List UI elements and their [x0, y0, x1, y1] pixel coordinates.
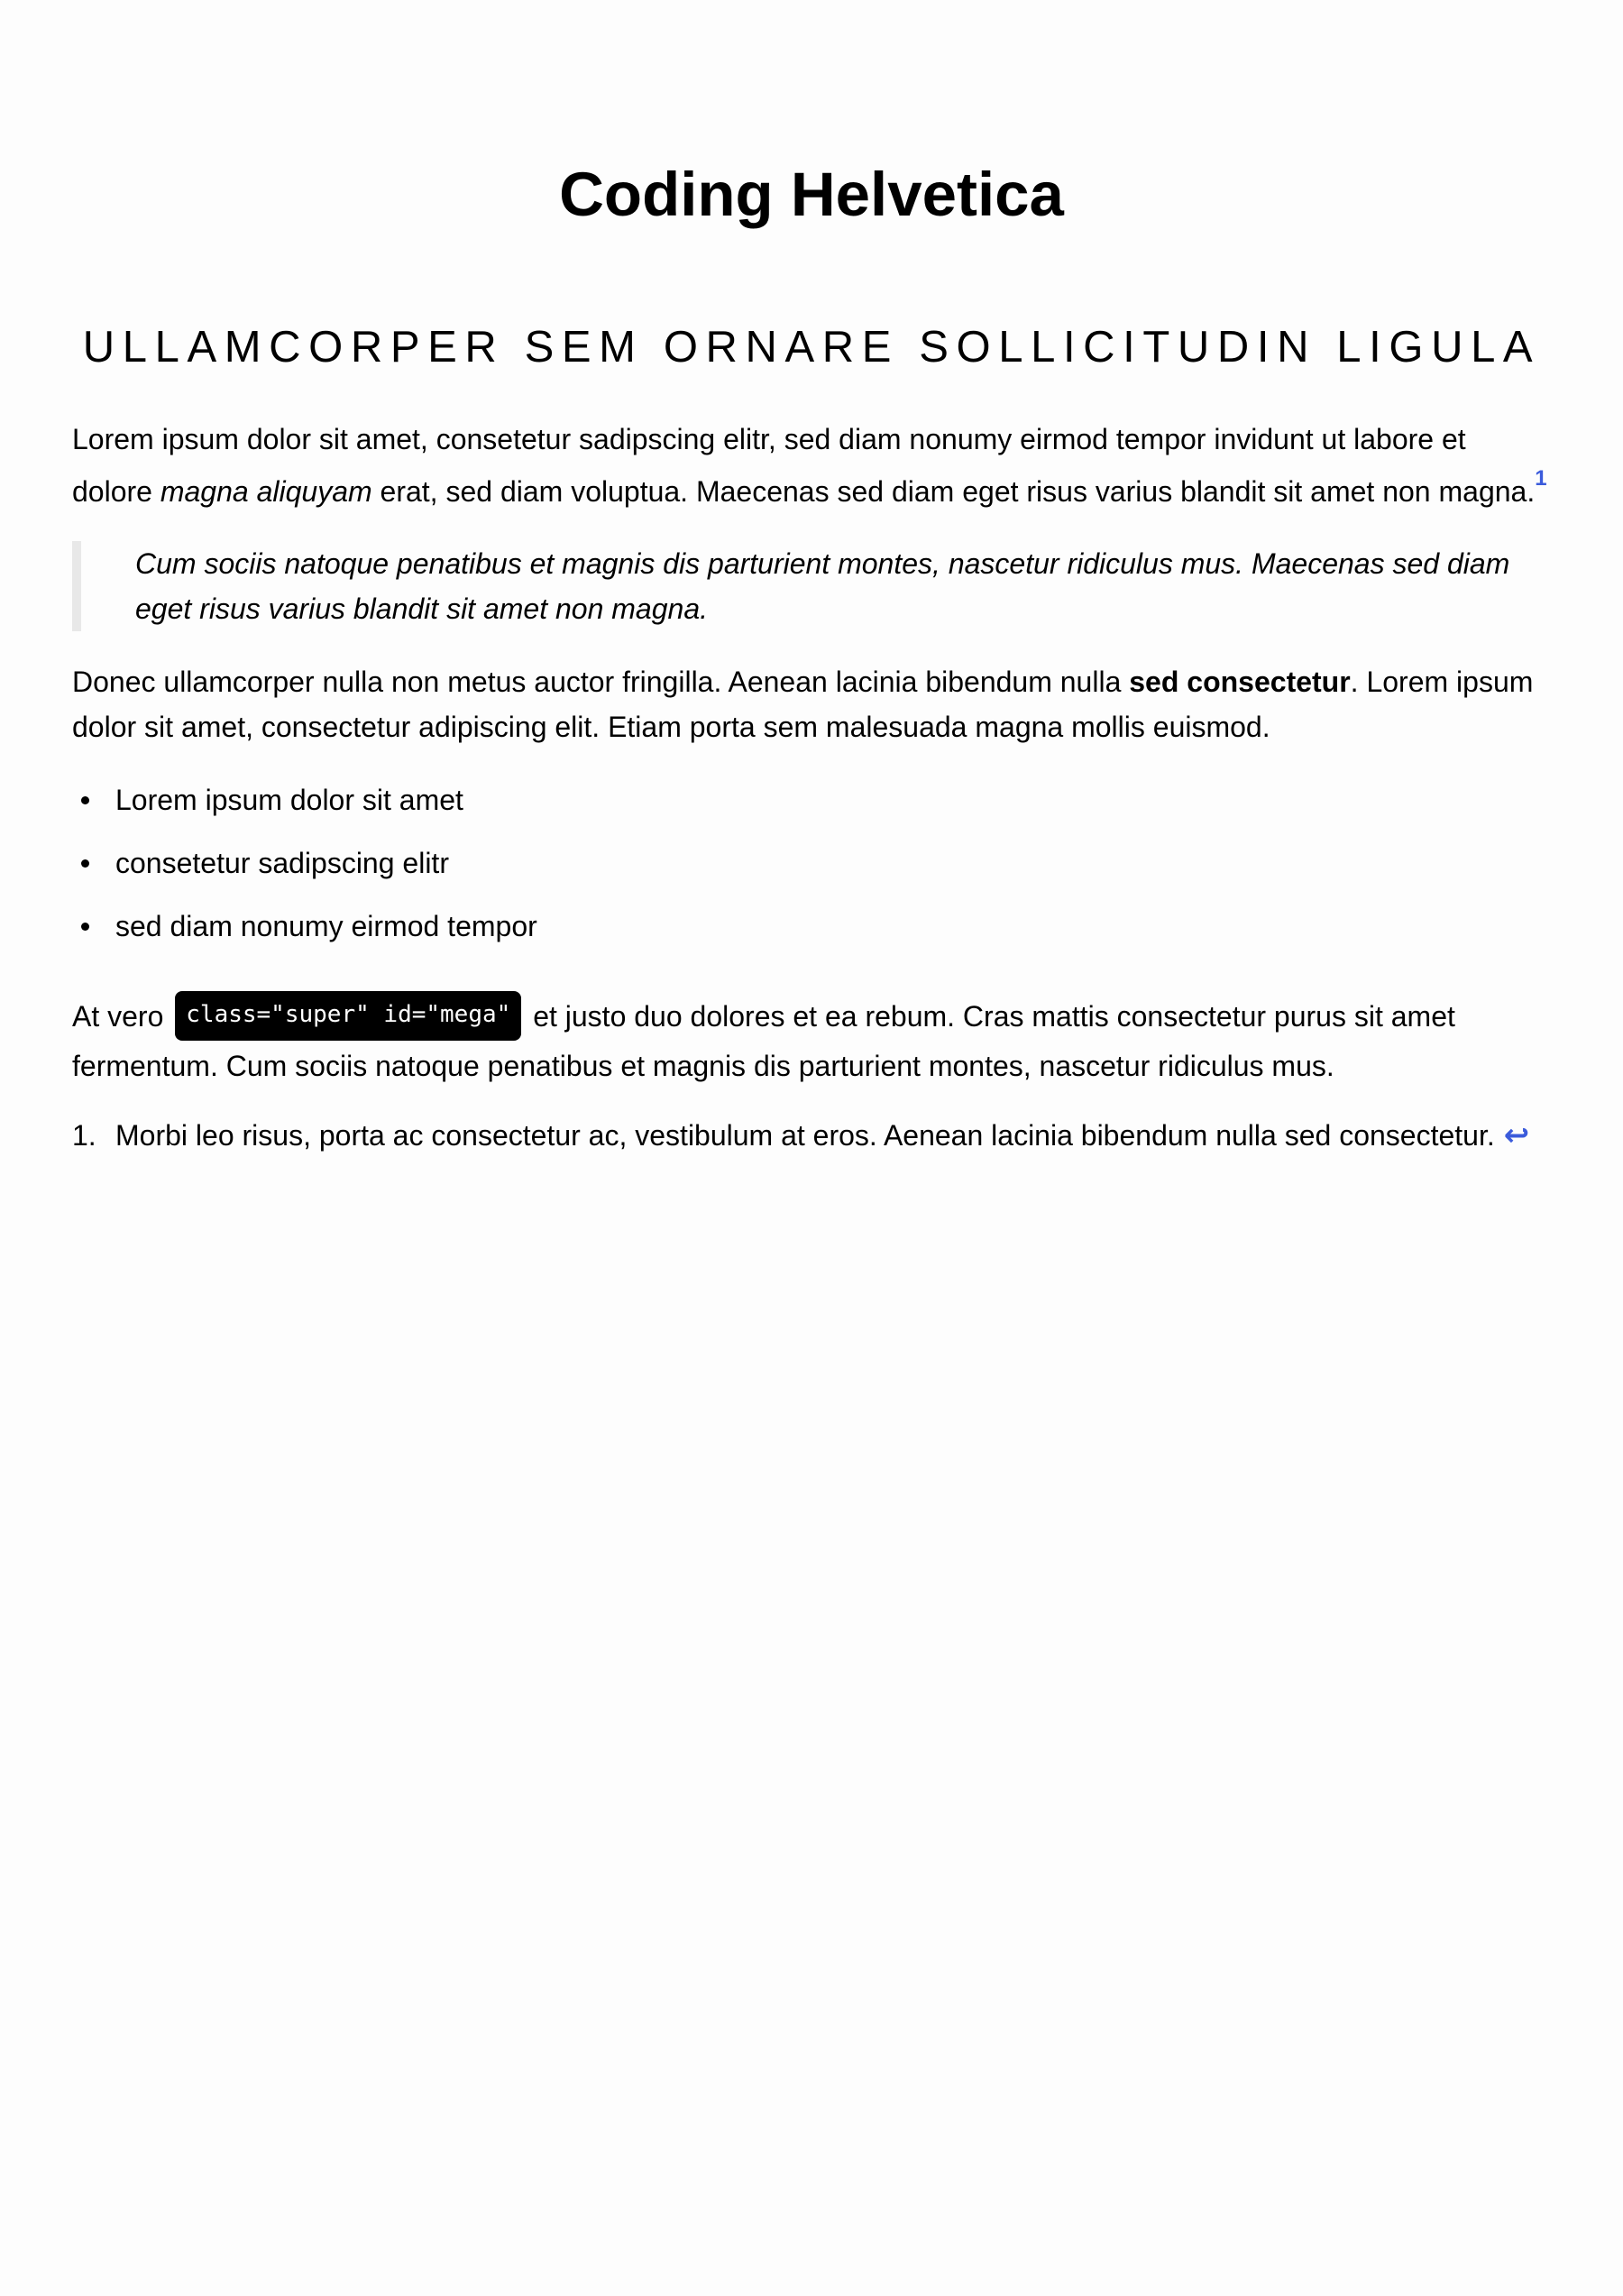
footnotes-list	[72, 1113, 1551, 1158]
return-arrow-icon[interactable]: ↩	[1503, 1117, 1530, 1153]
list-item-text: Lorem ipsum dolor sit amet	[115, 784, 463, 816]
second-text-start: Donec ullamcorper nulla non metus auctor fringilla. Aenean lacinia bibendum nulla	[72, 666, 1130, 698]
strong-text: sed consectetur	[1129, 666, 1351, 698]
bullet-icon	[81, 859, 89, 868]
code-paragraph	[72, 994, 1551, 1088]
list-item	[72, 904, 1551, 967]
second-text-end: . Lorem ipsum dolor sit amet, consectetur adipiscing elit. Etiam porta sem malesuada magna mollis euismod.	[72, 666, 1534, 743]
emphasis-text: magna aliquyam	[160, 475, 372, 508]
footnote-reference-link[interactable]: 1	[1535, 466, 1547, 491]
footnote-number: 1.	[72, 1119, 96, 1152]
inline-code: class="super" id="mega"	[175, 991, 521, 1041]
bullet-icon	[81, 923, 89, 931]
bullet-list	[72, 777, 1551, 967]
intro-text-end: erat, sed diam voluptua. Maecenas sed diam eget risus varius blandit sit amet non magna.	[371, 475, 1536, 508]
intro-text-start: Lorem ipsum dolor sit amet, consetetur sadipscing elitr, sed diam nonumy eirmod tempor invidunt ut labore et dolore	[72, 423, 1466, 508]
footnote-text: Morbi leo risus, porta ac consectetur ac, vestibulum at eros. Aenean lacinia bibendum nulla sed consectetur.	[115, 1119, 1495, 1152]
list-item-text: sed diam nonumy eirmod tempor	[115, 910, 537, 942]
intro-paragraph	[72, 413, 1551, 518]
second-paragraph	[72, 659, 1551, 749]
bullet-icon	[81, 796, 89, 804]
code-paragraph-text-start: At vero	[72, 1000, 164, 1033]
code-paragraph-text-end: et justo duo dolores et ea rebum. Cras mattis consectetur purus sit amet fermentum. Cum sociis natoque penatibus et magnis dis parturient montes, nascetur ridiculus mus.	[72, 1000, 1455, 1083]
list-item	[72, 840, 1551, 904]
blockquote: Cum sociis natoque penatibus et magnis dis parturient montes, nascetur ridiculus mus. Maecenas sed diam eget risus varius blandit sit amet non magna.	[72, 541, 1551, 631]
list-item-text: consetetur sadipscing elitr	[115, 847, 449, 879]
section-heading: ULLAMCORPER SEM ORNARE SOLLICITUDIN LIGULA	[82, 323, 1541, 372]
list-item	[72, 777, 1551, 840]
footnote-item	[72, 1113, 1551, 1158]
page-title: Coding Helvetica	[559, 160, 1064, 229]
